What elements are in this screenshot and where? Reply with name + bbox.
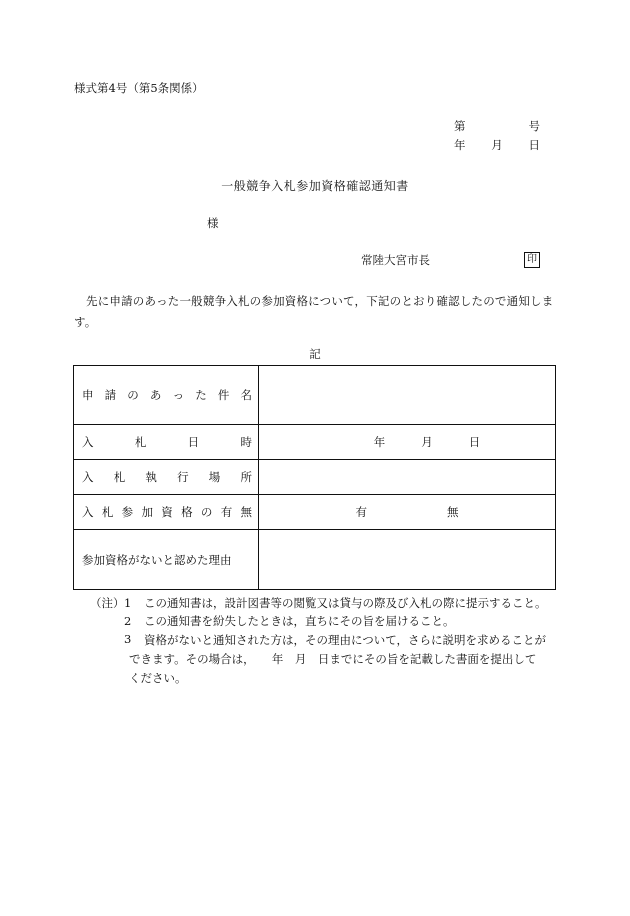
field-bid-location[interactable] — [259, 460, 556, 495]
table-row — [74, 425, 556, 460]
label-char: 入 — [82, 435, 94, 449]
label-text — [82, 469, 252, 485]
table-row — [74, 495, 556, 530]
label-disqualification-reason — [74, 530, 259, 590]
label-text — [82, 387, 252, 403]
label-application-subject — [74, 366, 259, 425]
table-row — [74, 530, 556, 590]
issuer-name: 常陸大宮市長 — [361, 253, 430, 267]
seal-mark: 印 — [524, 252, 540, 268]
body-paragraph: 先に申請のあった一般競争入札の参加資格について，下記のとおり確認したので通知します。 — [74, 294, 554, 329]
document-title: 一般競争入札参加資格確認通知書 — [221, 179, 409, 193]
label-char: 時 — [240, 435, 252, 449]
option-no[interactable]: 無 — [447, 505, 459, 519]
label-char: 申 — [82, 388, 94, 402]
document-date — [454, 140, 540, 152]
doc-number-prefix: 第 — [454, 119, 466, 133]
label-char: 資 — [161, 505, 173, 519]
label-char: 格 — [181, 505, 193, 519]
note-1-number: 1 — [124, 596, 132, 610]
option-yes[interactable]: 有 — [355, 505, 367, 519]
label-char: 無 — [240, 505, 252, 519]
bid-year-unit: 年 — [373, 435, 386, 449]
note-3-line-1: 資格がないと通知された方は，その理由について，さらに説明を求めることが — [144, 633, 547, 647]
info-table — [73, 365, 556, 590]
label-char: 有 — [220, 505, 233, 519]
label-text: 参加資格がないと認めた理由 — [82, 552, 232, 567]
label-text — [82, 504, 252, 520]
notes-label: （注） — [90, 596, 125, 610]
document-number — [454, 121, 540, 133]
label-char: 参 — [121, 505, 134, 519]
ki-heading: 記 — [309, 347, 321, 361]
label-char: 執 — [145, 470, 157, 484]
note-3-text — [129, 631, 564, 688]
field-application-subject[interactable] — [259, 366, 556, 425]
label-char: 請 — [104, 388, 117, 402]
field-bid-datetime[interactable] — [259, 425, 556, 460]
field-qualification-status[interactable] — [259, 495, 556, 530]
label-char: 行 — [177, 470, 189, 484]
doc-date-month: 月 — [491, 138, 503, 152]
label-char: 件 — [217, 388, 230, 402]
label-char: 入 — [82, 470, 94, 484]
note-2-number: 2 — [124, 614, 132, 628]
note-2-text: この通知書を紛失したときは，直ちにその旨を届けること。 — [144, 614, 455, 628]
doc-number-suffix: 号 — [528, 119, 540, 133]
doc-date-day: 日 — [528, 138, 540, 152]
note-3-number: 3 — [124, 632, 132, 646]
table-row — [74, 366, 556, 425]
label-char: 名 — [240, 388, 252, 402]
label-char: あ — [149, 388, 162, 402]
label-char: 札 — [113, 470, 126, 484]
form-number: 様式第4号（第5条関係） — [74, 81, 204, 95]
label-char: 札 — [101, 505, 114, 519]
bid-month-unit: 月 — [421, 435, 433, 449]
label-char: の — [127, 388, 139, 402]
label-bid-location — [74, 460, 259, 495]
label-char: 加 — [141, 505, 153, 519]
label-char: 日 — [187, 435, 200, 449]
doc-date-year: 年 — [454, 138, 466, 152]
note-3-line-2: できます。その場合は， 年 月 日までにその旨を記載した書面を提出して — [129, 652, 537, 666]
label-char: 入 — [82, 505, 94, 519]
label-qualification-status — [74, 495, 259, 530]
addressee-suffix: 様 — [207, 216, 219, 230]
label-bid-datetime — [74, 425, 259, 460]
bid-day-unit: 日 — [468, 435, 481, 449]
label-char: た — [195, 388, 207, 402]
label-char: 所 — [240, 470, 252, 484]
note-1-text: この通知書は，設計図書等の閲覧又は貸与の際及び入札の際に提示すること。 — [144, 596, 547, 610]
label-text — [82, 434, 252, 450]
field-disqualification-reason[interactable] — [259, 530, 556, 590]
label-char: っ — [172, 388, 185, 402]
label-char: 場 — [208, 470, 221, 484]
note-3-line-3: ください。 — [129, 671, 187, 685]
label-char: 札 — [134, 435, 147, 449]
label-char: の — [200, 505, 213, 519]
table-row — [74, 460, 556, 495]
